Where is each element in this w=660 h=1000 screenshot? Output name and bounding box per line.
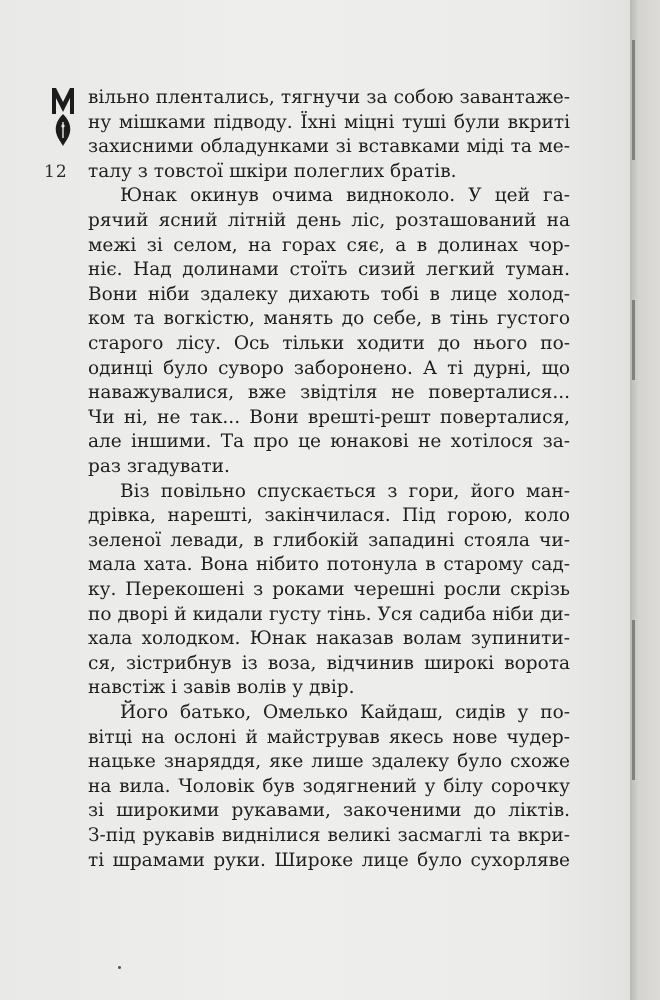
text-line: наважувалися, вже звідтіля не поверталися... [88,382,570,404]
text-line: захисними обладунками зі вставками міді та ме- [88,136,570,158]
page-number: 12 [44,162,68,182]
pen-nib-ornament-icon [50,86,76,148]
text-line: ніє. Над долинами стоїть сизий легкий туман. [88,259,570,281]
text-line: ну мішками підводу. Їхні міцні туші були вкриті [88,111,570,133]
text-line: хала холодком. Юнак наказав волам зупинити- [88,628,570,650]
text-line: З-під рукавів виднілися великі засмаглі та вкри- [88,825,570,846]
speck [118,966,121,969]
text-line: Його батько, Омелько Кайдаш, сидів у по- [120,702,570,723]
text-line: старого лісу. Ось тільки ходити до нього по- [88,333,570,354]
text-line: одинці було суворо заборонено. А ті дурні, що [88,357,570,379]
edge-streak [632,300,635,380]
text-line: по дворі й кидали густу тінь. Уся садиба ніби ди- [88,603,570,625]
text-line: ся, зістрибнув із воза, відчинив широкі ворота [88,652,570,674]
text-line: вільно плентались, тягнучи за собою завантаже- [88,87,570,108]
text-line: раз згадувати. [88,456,230,477]
text-line: ку. Перекошені з роками черешні росли скрізь [88,579,570,600]
text-line: Юнак окинув очима видноколо. У цей га- [120,185,570,207]
text-line: талу з товстої шкіри полеглих братів. [88,160,457,182]
text-line: але іншими. Та про це юнакові не хотілося за- [88,431,570,453]
text-line: межі зі селом, на горах сяє, а в долинах чор- [88,234,570,256]
text-line: Вони ніби здалеку дихають тобі в лице холод- [88,283,570,305]
text-line: Віз повільно спускається з гори, його ман- [120,480,570,502]
text-line: вітці на ослоні й майстрував якесь нове чудер- [88,726,570,748]
text-line: дрівка, нарешті, закінчилася. Під горою, коло [88,505,570,527]
text-line: рячий ясний літній день ліс, розташований на [88,210,570,231]
page-edge-shadow [630,0,660,1000]
text-line: навстіж і завів волів у двір. [88,677,355,699]
text-line: ком та вогкістю, манять до себе, в тінь густого [88,308,570,330]
text-line: мала хата. Вона нібито потонула в старому сад- [88,554,570,576]
edge-streak [632,620,635,780]
text-line: ті шрамами руки. Широке лице було сухорляве [88,849,570,871]
text-line: Чи ні, не так... Вони врешті-решт поверталися, [88,406,570,428]
text-line: на вила. Чоловік був зодягнений у білу сорочку [88,775,570,797]
text-line: зеленої левади, в глибокій западині стояла чи- [88,529,570,551]
text-line: нацьке знаряддя, яке лише здалеку було схоже [88,751,570,773]
edge-streak [632,40,635,160]
text-line: зі широкими рукавами, закоченими до ліктів. [88,800,570,822]
